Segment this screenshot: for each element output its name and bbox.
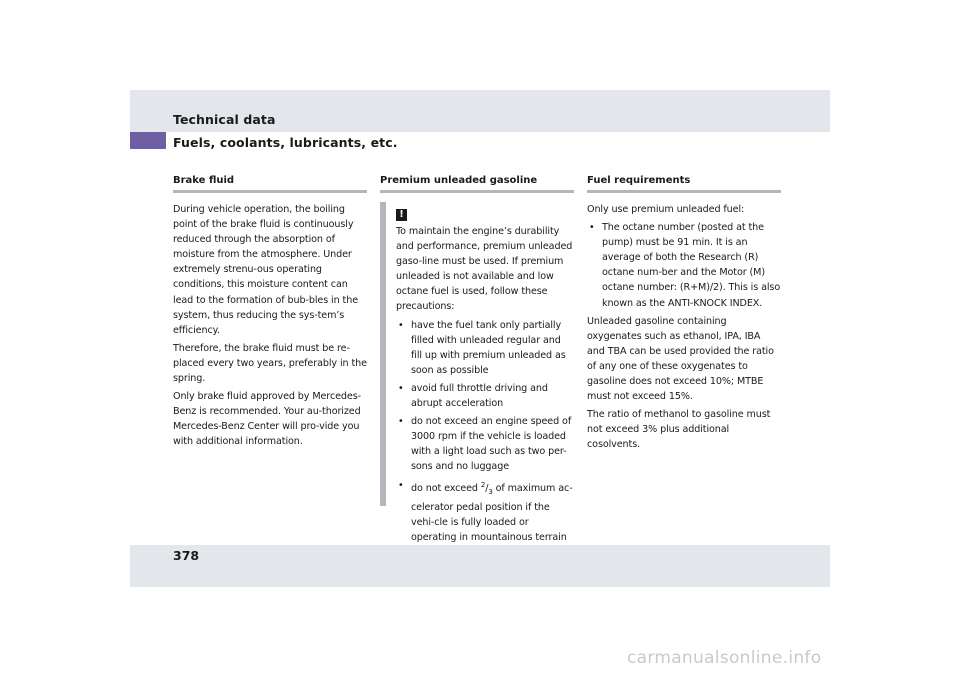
bullet-icon: • <box>589 222 595 234</box>
bullet-icon: • <box>398 319 404 331</box>
section-accent-block <box>130 132 166 149</box>
list-item: • avoid full throttle driving and abrupt acceleration <box>398 382 548 410</box>
brake-fluid-paragraph: Therefore, the brake fluid must be re-placed every two years, preferably in the spring. <box>173 342 367 385</box>
fuel-requirements-column <box>587 175 781 456</box>
section-subtitle: Fuels, coolants, lubricants, etc. <box>173 135 398 150</box>
brake-fluid-heading: Brake fluid <box>173 175 235 186</box>
list-item: • The octane number (posted at the pump) must be 91 min. It is an average of both the Research (R) octane num-ber and the Motor (M) octane number: (R+M)/2). This is also known as the ANTI-KNOCK INDEX. <box>589 222 781 309</box>
fuel-requirements-paragraph: Unleaded gasoline containing oxygenates such as ethanol, IPA, IBA and TBA can be used provided the ratio of any one of these oxygenates to gasoline does not exceed 10%; MTBE must not exceed 15%. <box>587 315 774 403</box>
brake-fluid-paragraph: Only brake fluid approved by Mercedes-Benz is recommended. Your au-thorized Mercedes-Benz Center will pro-vide you with additional information. <box>173 391 361 448</box>
exclamation-icon: ! <box>396 209 407 221</box>
footer-band <box>130 545 830 587</box>
list-item: • do not exceed an engine speed of 3000 rpm if the vehicle is loaded with a light load such as two per-sons and no luggage <box>398 416 572 473</box>
watermark: carmanualsonline.info <box>627 648 822 668</box>
page-number: 378 <box>173 548 200 563</box>
heading-rule <box>173 190 367 193</box>
note-intro: To maintain the engine’s durability and performance, premium unleaded gaso-line must be used. If premium unleaded is not available and low octane fuel is used, follow these precautions: <box>396 226 573 313</box>
premium-gasoline-heading: Premium unleaded gasoline <box>380 175 538 186</box>
caution-note <box>380 202 574 545</box>
brake-fluid-paragraph: During vehicle operation, the boiling point of the brake fluid is continuously reduced through the absorption of moisture from the atmosphere. Under extremely strenu-ous operating conditions, this moisture content can lead to the formation of bub-bles in the system, thus reducing the sys-tem’s efficiency. <box>173 204 358 336</box>
brake-fluid-column <box>173 175 367 453</box>
bullet-icon: • <box>398 479 404 491</box>
chapter-title: Technical data <box>173 112 276 127</box>
precautions-list <box>396 318 574 545</box>
fuel-requirements-list <box>587 220 781 311</box>
fuel-requirements-paragraph: The ratio of methanol to gasoline must not exceed 3% plus additional cosolvents. <box>587 409 771 451</box>
list-item: • have the fuel tank only partially filled with unleaded regular and fill up with premium unleaded as soon as possible <box>398 319 566 376</box>
heading-rule <box>380 190 574 193</box>
fraction-two-thirds: $^2/_3$ <box>480 480 493 496</box>
premium-gasoline-column <box>380 175 574 548</box>
fuel-requirements-heading: Fuel requirements <box>587 175 691 186</box>
bullet-icon: • <box>398 416 404 428</box>
heading-rule <box>587 190 781 193</box>
bullet-icon: • <box>398 382 404 394</box>
fuel-requirements-intro: Only use premium unleaded fuel: <box>587 204 745 215</box>
note-side-bar <box>380 202 386 506</box>
list-item: • do not exceed $^2/_3$ of maximum ac-celerator pedal position if the vehi-cle is fully loaded or operating in mountainous terrain <box>398 479 573 543</box>
